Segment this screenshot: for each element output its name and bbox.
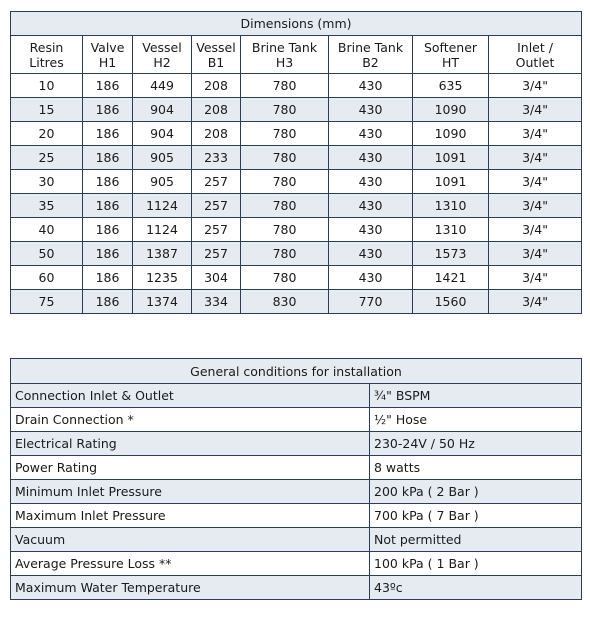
column-header-line: B2 xyxy=(362,54,379,70)
condition-label: Maximum Inlet Pressure xyxy=(11,504,370,528)
dimensions-column-header xyxy=(11,36,83,74)
table-cell: 3/4" xyxy=(489,98,582,122)
table-cell: 1310 xyxy=(413,194,489,218)
column-header-line: Inlet / xyxy=(517,39,553,55)
table-cell: 780 xyxy=(241,218,329,242)
table-cell: 430 xyxy=(329,218,413,242)
dimensions-body xyxy=(11,74,582,314)
table-row xyxy=(11,146,582,170)
table-row xyxy=(11,266,582,290)
table-cell: 186 xyxy=(83,266,133,290)
table-cell: 905 xyxy=(133,170,192,194)
condition-value: 200 kPa ( 2 Bar ) xyxy=(370,480,582,504)
table-cell: 334 xyxy=(192,290,241,314)
table-cell: 3/4" xyxy=(489,290,582,314)
table-cell: 3/4" xyxy=(489,122,582,146)
table-cell: 780 xyxy=(241,194,329,218)
table-cell: 208 xyxy=(192,74,241,98)
column-header-line: Outlet xyxy=(515,54,555,70)
table-cell: 1560 xyxy=(413,290,489,314)
column-header-line: HT xyxy=(441,54,460,70)
table-cell: 186 xyxy=(83,74,133,98)
table-row xyxy=(11,74,582,98)
condition-label: Drain Connection * xyxy=(11,408,370,432)
column-header-line: Brine Tank xyxy=(337,39,404,55)
condition-label: Connection Inlet & Outlet xyxy=(11,384,370,408)
table-cell: 1124 xyxy=(133,194,192,218)
table-cell: 30 xyxy=(11,170,83,194)
condition-row xyxy=(11,528,582,552)
table-cell: 1091 xyxy=(413,170,489,194)
table-cell: 186 xyxy=(83,122,133,146)
table-cell: 257 xyxy=(192,242,241,266)
condition-row xyxy=(11,504,582,528)
table-cell: 449 xyxy=(133,74,192,98)
table-cell: 75 xyxy=(11,290,83,314)
condition-value: 43ºc xyxy=(370,576,582,600)
table-cell: 1421 xyxy=(413,266,489,290)
table-cell: 10 xyxy=(11,74,83,98)
table-cell: 1374 xyxy=(133,290,192,314)
column-header-line: Vessel xyxy=(142,39,182,55)
table-cell: 635 xyxy=(413,74,489,98)
condition-value: 700 kPa ( 7 Bar ) xyxy=(370,504,582,528)
condition-row xyxy=(11,432,582,456)
condition-row xyxy=(11,480,582,504)
dimensions-column-header xyxy=(489,36,582,74)
table-cell: 780 xyxy=(241,98,329,122)
condition-value: Not permitted xyxy=(370,528,582,552)
table-cell: 3/4" xyxy=(489,146,582,170)
table-row xyxy=(11,98,582,122)
column-header-line: Resin xyxy=(29,39,64,55)
column-header-line: H1 xyxy=(98,54,117,70)
table-cell: 3/4" xyxy=(489,194,582,218)
condition-label: Vacuum xyxy=(11,528,370,552)
table-cell: 257 xyxy=(192,194,241,218)
conditions-body xyxy=(11,384,582,600)
condition-row xyxy=(11,552,582,576)
table-cell: 1090 xyxy=(413,98,489,122)
table-cell: 430 xyxy=(329,98,413,122)
table-cell: 3/4" xyxy=(489,242,582,266)
table-cell: 780 xyxy=(241,146,329,170)
table-cell: 1573 xyxy=(413,242,489,266)
table-cell: 780 xyxy=(241,266,329,290)
table-row xyxy=(11,242,582,266)
table-cell: 430 xyxy=(329,242,413,266)
table-cell: 3/4" xyxy=(489,218,582,242)
table-row xyxy=(11,194,582,218)
condition-label: Average Pressure Loss ** xyxy=(11,552,370,576)
table-cell: 186 xyxy=(83,146,133,170)
table-row xyxy=(11,122,582,146)
condition-row xyxy=(11,456,582,480)
conditions-table xyxy=(10,358,582,600)
dimensions-column-header xyxy=(133,36,192,74)
table-cell: 904 xyxy=(133,122,192,146)
table-cell: 904 xyxy=(133,98,192,122)
table-cell: 186 xyxy=(83,98,133,122)
condition-value: 100 kPa ( 1 Bar ) xyxy=(370,552,582,576)
condition-value: 8 watts xyxy=(370,456,582,480)
table-cell: 905 xyxy=(133,146,192,170)
table-cell: 35 xyxy=(11,194,83,218)
column-header-line: Valve xyxy=(90,39,125,55)
table-row xyxy=(11,290,582,314)
table-cell: 3/4" xyxy=(489,170,582,194)
table-cell: 25 xyxy=(11,146,83,170)
table-cell: 1310 xyxy=(413,218,489,242)
table-cell: 40 xyxy=(11,218,83,242)
table-row xyxy=(11,218,582,242)
table-cell: 1387 xyxy=(133,242,192,266)
table-cell: 780 xyxy=(241,74,329,98)
table-cell: 15 xyxy=(11,98,83,122)
table-cell: 186 xyxy=(83,170,133,194)
column-header-line: Vessel xyxy=(196,39,236,55)
table-cell: 208 xyxy=(192,122,241,146)
column-header-line: Litres xyxy=(29,54,64,70)
table-cell: 780 xyxy=(241,170,329,194)
table-cell: 257 xyxy=(192,170,241,194)
condition-value: 230-24V / 50 Hz xyxy=(370,432,582,456)
dimensions-column-header xyxy=(413,36,489,74)
table-cell: 50 xyxy=(11,242,83,266)
table-cell: 1090 xyxy=(413,122,489,146)
table-cell: 60 xyxy=(11,266,83,290)
conditions-title: General conditions for installation xyxy=(11,359,582,384)
table-cell: 1124 xyxy=(133,218,192,242)
table-row xyxy=(11,170,582,194)
condition-label: Maximum Water Temperature xyxy=(11,576,370,600)
table-cell: 1091 xyxy=(413,146,489,170)
dimensions-table xyxy=(10,11,582,314)
table-cell: 430 xyxy=(329,122,413,146)
condition-label: Electrical Rating xyxy=(11,432,370,456)
dimensions-column-header xyxy=(192,36,241,74)
dimensions-title: Dimensions (mm) xyxy=(11,12,582,36)
table-cell: 430 xyxy=(329,266,413,290)
table-cell: 1235 xyxy=(133,266,192,290)
condition-value: ¾" BSPM xyxy=(370,384,582,408)
condition-row xyxy=(11,384,582,408)
condition-label: Power Rating xyxy=(11,456,370,480)
table-cell: 780 xyxy=(241,122,329,146)
column-header-line: Softener xyxy=(423,39,478,55)
column-header-line: H2 xyxy=(153,54,171,70)
condition-label: Minimum Inlet Pressure xyxy=(11,480,370,504)
table-cell: 430 xyxy=(329,194,413,218)
condition-value: ½" Hose xyxy=(370,408,582,432)
table-cell: 430 xyxy=(329,170,413,194)
table-cell: 430 xyxy=(329,146,413,170)
column-header-line: Brine Tank xyxy=(251,39,318,55)
dimensions-column-header xyxy=(329,36,413,74)
table-cell: 830 xyxy=(241,290,329,314)
table-cell: 186 xyxy=(83,290,133,314)
table-cell: 233 xyxy=(192,146,241,170)
column-header-line: B1 xyxy=(207,54,225,70)
table-cell: 186 xyxy=(83,194,133,218)
table-cell: 186 xyxy=(83,218,133,242)
table-cell: 3/4" xyxy=(489,266,582,290)
column-header-line: H3 xyxy=(275,54,294,70)
table-cell: 20 xyxy=(11,122,83,146)
condition-row xyxy=(11,576,582,600)
table-cell: 208 xyxy=(192,98,241,122)
table-cell: 186 xyxy=(83,242,133,266)
condition-row xyxy=(11,408,582,432)
table-cell: 304 xyxy=(192,266,241,290)
table-cell: 3/4" xyxy=(489,74,582,98)
table-cell: 780 xyxy=(241,242,329,266)
table-cell: 257 xyxy=(192,218,241,242)
table-cell: 430 xyxy=(329,74,413,98)
dimensions-column-header xyxy=(83,36,133,74)
dimensions-header-row xyxy=(11,36,582,74)
table-cell: 770 xyxy=(329,290,413,314)
dimensions-column-header xyxy=(241,36,329,74)
